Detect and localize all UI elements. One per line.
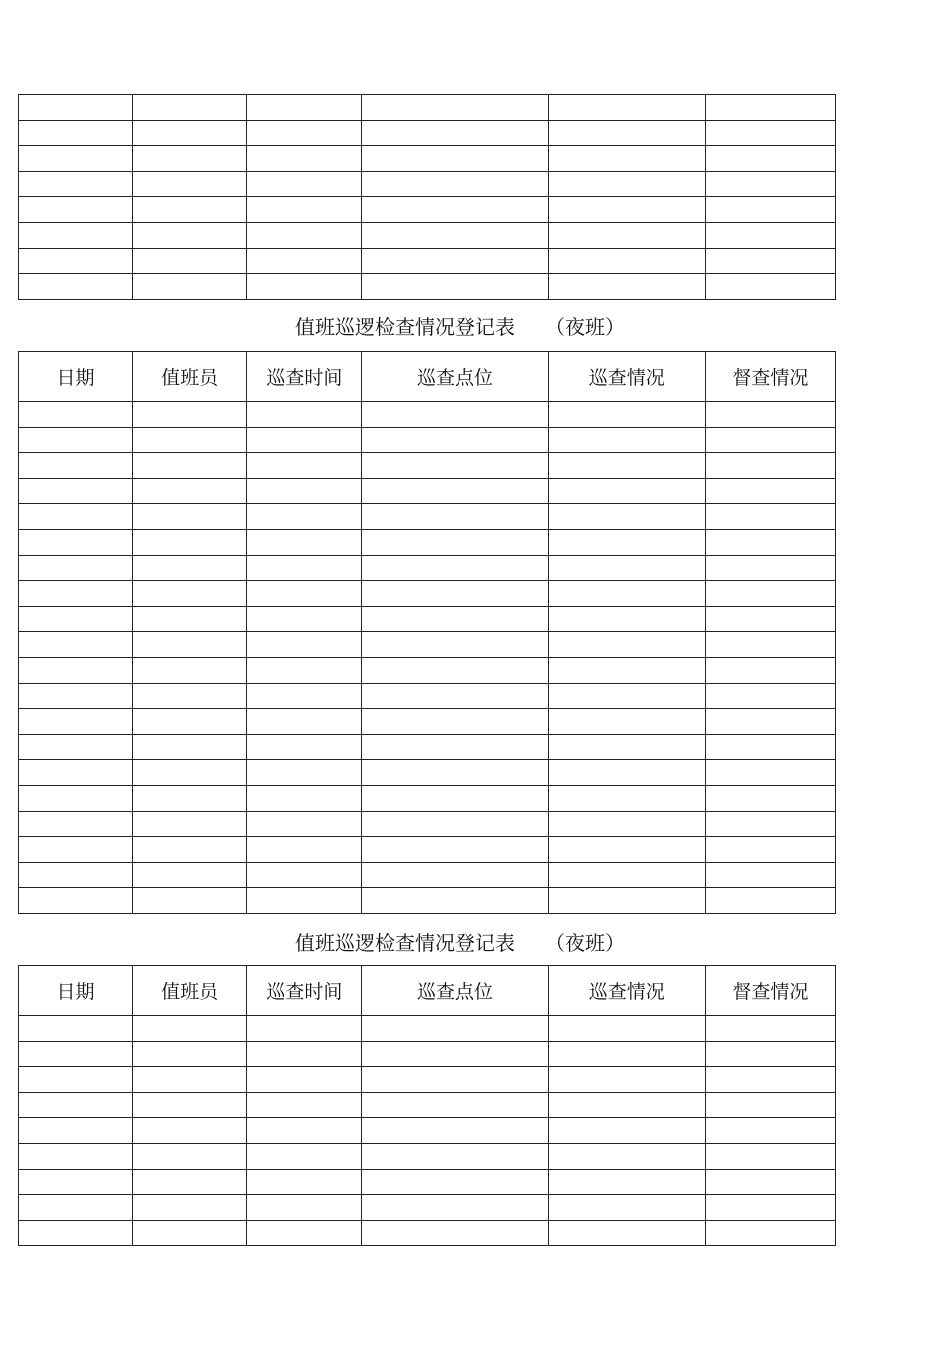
table-cell[interactable]	[705, 1092, 835, 1118]
table-cell[interactable]	[362, 1220, 548, 1246]
table-cell[interactable]	[247, 581, 362, 607]
table-cell[interactable]	[362, 888, 548, 914]
shift-label: （夜班）	[545, 931, 625, 955]
table-cell[interactable]	[247, 95, 362, 121]
table-row	[19, 632, 836, 658]
table-cell[interactable]	[548, 683, 705, 709]
table-cell[interactable]	[705, 1169, 835, 1195]
table-cell[interactable]	[19, 274, 133, 300]
table-cell[interactable]	[19, 709, 133, 735]
form-title-text: 值班巡逻检查情况登记表	[295, 315, 515, 339]
column-header-patrol-time: 巡查时间	[247, 966, 362, 1016]
table-cell[interactable]	[705, 197, 835, 223]
table-row	[19, 222, 836, 248]
table-cell[interactable]	[133, 888, 247, 914]
table-cell[interactable]	[133, 1220, 247, 1246]
table-cell[interactable]	[362, 222, 548, 248]
table-row	[19, 197, 836, 223]
table-cell[interactable]	[247, 1169, 362, 1195]
table-cell[interactable]	[247, 632, 362, 658]
table-cell[interactable]	[548, 504, 705, 530]
table-cell[interactable]	[548, 146, 705, 172]
table-cell[interactable]	[705, 1041, 835, 1067]
table-continuation	[18, 94, 836, 300]
table-cell[interactable]	[705, 632, 835, 658]
table-row	[19, 95, 836, 121]
table-cell[interactable]	[362, 1092, 548, 1118]
table-cell[interactable]	[362, 709, 548, 735]
table-cell[interactable]	[705, 760, 835, 786]
table-cell[interactable]	[705, 1220, 835, 1246]
table-cell[interactable]	[19, 1067, 133, 1093]
table-cell[interactable]	[362, 529, 548, 555]
table-cell[interactable]	[362, 760, 548, 786]
table-row	[19, 709, 836, 735]
table-cell[interactable]	[705, 478, 835, 504]
table-cell[interactable]	[362, 1143, 548, 1169]
column-header-date: 日期	[19, 352, 133, 402]
table-cell[interactable]	[362, 1016, 548, 1042]
table-cell[interactable]	[19, 222, 133, 248]
table-cell[interactable]	[247, 478, 362, 504]
table-cell[interactable]	[705, 274, 835, 300]
table-cell[interactable]	[548, 171, 705, 197]
table-row	[19, 811, 836, 837]
table-cell[interactable]	[548, 120, 705, 146]
table-cell[interactable]	[705, 888, 835, 914]
table-cell[interactable]	[133, 95, 247, 121]
table-cell[interactable]	[548, 402, 705, 428]
table-cell[interactable]	[362, 785, 548, 811]
table-cell[interactable]	[548, 785, 705, 811]
table-cell[interactable]	[705, 504, 835, 530]
table-row	[19, 837, 836, 863]
table-cell[interactable]	[705, 222, 835, 248]
table-cell[interactable]	[133, 606, 247, 632]
table-cell[interactable]	[362, 504, 548, 530]
table-cell[interactable]	[705, 837, 835, 863]
table-cell[interactable]	[548, 1092, 705, 1118]
table-cell[interactable]	[548, 657, 705, 683]
table-row	[19, 402, 836, 428]
table-cell[interactable]	[548, 1143, 705, 1169]
table-cell[interactable]	[133, 120, 247, 146]
table-cell[interactable]	[133, 555, 247, 581]
table-cell[interactable]	[19, 606, 133, 632]
table-cell[interactable]	[247, 555, 362, 581]
table-cell[interactable]	[362, 632, 548, 658]
table-cell[interactable]	[705, 120, 835, 146]
table-cell[interactable]	[247, 222, 362, 248]
table-cell[interactable]	[247, 862, 362, 888]
table-row	[19, 888, 836, 914]
table-cell[interactable]	[548, 1016, 705, 1042]
table-cell[interactable]	[548, 1195, 705, 1221]
table-cell[interactable]	[133, 632, 247, 658]
table-cell[interactable]	[705, 709, 835, 735]
table-row	[19, 606, 836, 632]
table-row	[19, 1195, 836, 1221]
table-cell[interactable]	[19, 1016, 133, 1042]
table-cell[interactable]	[133, 837, 247, 863]
table-header-row	[19, 352, 836, 402]
table-night-shift-1	[18, 351, 836, 914]
table-cell[interactable]	[362, 1041, 548, 1067]
table-row	[19, 248, 836, 274]
table-cell[interactable]	[133, 1016, 247, 1042]
table-cell[interactable]	[705, 427, 835, 453]
table-cell[interactable]	[19, 427, 133, 453]
table-cell[interactable]	[362, 146, 548, 172]
table-cell[interactable]	[133, 1041, 247, 1067]
table-cell[interactable]	[548, 811, 705, 837]
log-table	[18, 94, 836, 300]
form-title-text: 值班巡逻检查情况登记表	[295, 931, 515, 955]
table-row	[19, 785, 836, 811]
table-cell[interactable]	[247, 1016, 362, 1042]
table-cell[interactable]	[133, 146, 247, 172]
table-cell[interactable]	[362, 1195, 548, 1221]
table-cell[interactable]	[247, 248, 362, 274]
table-cell[interactable]	[247, 1143, 362, 1169]
table-cell[interactable]	[247, 197, 362, 223]
table-cell[interactable]	[19, 734, 133, 760]
table-cell[interactable]	[705, 811, 835, 837]
table-cell[interactable]	[133, 785, 247, 811]
table-cell[interactable]	[19, 632, 133, 658]
table-row	[19, 1016, 836, 1042]
table-cell[interactable]	[362, 683, 548, 709]
table-cell[interactable]	[247, 606, 362, 632]
table-row	[19, 1143, 836, 1169]
table-row	[19, 862, 836, 888]
table-cell[interactable]	[247, 1092, 362, 1118]
table-cell[interactable]	[705, 785, 835, 811]
table-cell[interactable]	[705, 581, 835, 607]
table-cell[interactable]	[19, 555, 133, 581]
table-cell[interactable]	[362, 427, 548, 453]
table-row	[19, 1041, 836, 1067]
table-row	[19, 1118, 836, 1144]
table-cell[interactable]	[548, 427, 705, 453]
table-cell[interactable]	[362, 1169, 548, 1195]
table-cell[interactable]	[247, 683, 362, 709]
table-cell[interactable]	[705, 734, 835, 760]
table-cell[interactable]	[247, 888, 362, 914]
log-table	[18, 351, 836, 914]
table-row	[19, 734, 836, 760]
table-row	[19, 529, 836, 555]
table-cell[interactable]	[133, 1067, 247, 1093]
table-cell[interactable]	[19, 581, 133, 607]
table-cell[interactable]	[548, 734, 705, 760]
table-cell[interactable]	[548, 1041, 705, 1067]
table-cell[interactable]	[548, 248, 705, 274]
table-cell[interactable]	[362, 1067, 548, 1093]
table-cell[interactable]	[548, 837, 705, 863]
table-cell[interactable]	[133, 709, 247, 735]
table-night-shift-2	[18, 965, 836, 1246]
column-header-patrol-time: 巡查时间	[247, 352, 362, 402]
table-cell[interactable]	[19, 811, 133, 837]
table-cell[interactable]	[362, 1118, 548, 1144]
table-header-row	[19, 966, 836, 1016]
table-cell[interactable]	[133, 478, 247, 504]
table-row	[19, 1220, 836, 1246]
table-cell[interactable]	[548, 632, 705, 658]
table-cell[interactable]	[19, 1220, 133, 1246]
table-cell[interactable]	[548, 274, 705, 300]
table-row	[19, 120, 836, 146]
table-cell[interactable]	[247, 274, 362, 300]
table-cell[interactable]	[133, 862, 247, 888]
table-cell[interactable]	[19, 1195, 133, 1221]
table-cell[interactable]	[548, 453, 705, 479]
table-cell[interactable]	[548, 1220, 705, 1246]
table-cell[interactable]	[19, 1041, 133, 1067]
table-cell[interactable]	[362, 197, 548, 223]
column-header-patrol-point: 巡查点位	[362, 352, 548, 402]
table-row	[19, 657, 836, 683]
table-cell[interactable]	[705, 95, 835, 121]
table-cell[interactable]	[247, 529, 362, 555]
table-cell[interactable]	[548, 95, 705, 121]
table-cell[interactable]	[133, 248, 247, 274]
table-cell[interactable]	[362, 734, 548, 760]
column-header-patrol-status: 巡查情况	[548, 966, 705, 1016]
column-header-patrol-point: 巡查点位	[362, 966, 548, 1016]
table-cell[interactable]	[705, 1067, 835, 1093]
table-cell[interactable]	[19, 1143, 133, 1169]
table-cell[interactable]	[133, 1143, 247, 1169]
table-cell[interactable]	[247, 657, 362, 683]
column-header-supervision: 督查情况	[705, 352, 835, 402]
table-cell[interactable]	[19, 248, 133, 274]
table-row	[19, 683, 836, 709]
table-row	[19, 504, 836, 530]
table-cell[interactable]	[247, 120, 362, 146]
table-cell[interactable]	[548, 709, 705, 735]
table-cell[interactable]	[247, 734, 362, 760]
table-cell[interactable]	[362, 95, 548, 121]
table-cell[interactable]	[247, 146, 362, 172]
table-cell[interactable]	[247, 837, 362, 863]
table-cell[interactable]	[133, 171, 247, 197]
table-cell[interactable]	[133, 581, 247, 607]
table-cell[interactable]	[19, 785, 133, 811]
table-cell[interactable]	[362, 274, 548, 300]
table-cell[interactable]	[19, 197, 133, 223]
table-cell[interactable]	[133, 1169, 247, 1195]
column-header-duty-officer: 值班员	[133, 352, 247, 402]
table-cell[interactable]	[548, 478, 705, 504]
column-header-patrol-status: 巡查情况	[548, 352, 705, 402]
table-cell[interactable]	[133, 274, 247, 300]
table-cell[interactable]	[362, 555, 548, 581]
form-title	[295, 927, 625, 956]
table-cell[interactable]	[705, 657, 835, 683]
table-row	[19, 453, 836, 479]
table-cell[interactable]	[362, 811, 548, 837]
table-cell[interactable]	[548, 760, 705, 786]
table-cell[interactable]	[19, 120, 133, 146]
log-table	[18, 965, 836, 1246]
table-cell[interactable]	[133, 1092, 247, 1118]
table-cell[interactable]	[705, 1118, 835, 1144]
table-cell[interactable]	[362, 581, 548, 607]
table-cell[interactable]	[19, 402, 133, 428]
table-cell[interactable]	[548, 1118, 705, 1144]
table-cell[interactable]	[247, 709, 362, 735]
table-cell[interactable]	[19, 478, 133, 504]
table-cell[interactable]	[133, 657, 247, 683]
table-cell[interactable]	[705, 606, 835, 632]
table-cell[interactable]	[133, 453, 247, 479]
table-cell[interactable]	[19, 529, 133, 555]
table-cell[interactable]	[548, 222, 705, 248]
table-cell[interactable]	[19, 657, 133, 683]
table-row	[19, 478, 836, 504]
table-cell[interactable]	[133, 760, 247, 786]
column-header-supervision: 督查情况	[705, 966, 835, 1016]
table-cell[interactable]	[133, 1118, 247, 1144]
table-cell[interactable]	[362, 606, 548, 632]
table-cell[interactable]	[705, 1016, 835, 1042]
table-cell[interactable]	[705, 146, 835, 172]
table-cell[interactable]	[247, 171, 362, 197]
table-row	[19, 146, 836, 172]
table-cell[interactable]	[247, 785, 362, 811]
table-row	[19, 555, 836, 581]
table-cell[interactable]	[19, 862, 133, 888]
table-cell[interactable]	[705, 453, 835, 479]
table-row	[19, 274, 836, 300]
table-cell[interactable]	[133, 427, 247, 453]
table-cell[interactable]	[133, 529, 247, 555]
table-cell[interactable]	[247, 453, 362, 479]
table-cell[interactable]	[548, 862, 705, 888]
table-row	[19, 1169, 836, 1195]
table-cell[interactable]	[705, 248, 835, 274]
table-cell[interactable]	[362, 453, 548, 479]
table-cell[interactable]	[19, 146, 133, 172]
table-cell[interactable]	[133, 222, 247, 248]
table-cell[interactable]	[247, 427, 362, 453]
table-row	[19, 760, 836, 786]
table-cell[interactable]	[548, 555, 705, 581]
table-cell[interactable]	[362, 657, 548, 683]
table-cell[interactable]	[705, 402, 835, 428]
table-cell[interactable]	[705, 862, 835, 888]
shift-label: （夜班）	[545, 315, 625, 339]
table-cell[interactable]	[548, 197, 705, 223]
table-cell[interactable]	[19, 95, 133, 121]
table-cell[interactable]	[19, 1118, 133, 1144]
table-cell[interactable]	[362, 171, 548, 197]
table-cell[interactable]	[133, 1195, 247, 1221]
table-cell[interactable]	[19, 453, 133, 479]
table-cell[interactable]	[548, 1169, 705, 1195]
table-cell[interactable]	[247, 811, 362, 837]
table-cell[interactable]	[133, 504, 247, 530]
table-row	[19, 171, 836, 197]
table-cell[interactable]	[247, 504, 362, 530]
table-cell[interactable]	[362, 478, 548, 504]
table-row	[19, 427, 836, 453]
table-cell[interactable]	[548, 529, 705, 555]
table-cell[interactable]	[247, 1220, 362, 1246]
table-cell[interactable]	[247, 760, 362, 786]
table-cell[interactable]	[705, 683, 835, 709]
table-cell[interactable]	[19, 504, 133, 530]
table-cell[interactable]	[705, 171, 835, 197]
table-cell[interactable]	[19, 837, 133, 863]
table-cell[interactable]	[133, 734, 247, 760]
column-header-date: 日期	[19, 966, 133, 1016]
column-header-duty-officer: 值班员	[133, 966, 247, 1016]
table-cell[interactable]	[705, 1195, 835, 1221]
table-cell[interactable]	[133, 683, 247, 709]
table-cell[interactable]	[362, 248, 548, 274]
table-cell[interactable]	[133, 197, 247, 223]
table-cell[interactable]	[548, 888, 705, 914]
table-cell[interactable]	[247, 1067, 362, 1093]
table-cell[interactable]	[19, 171, 133, 197]
table-row	[19, 581, 836, 607]
table-cell[interactable]	[247, 1041, 362, 1067]
table-cell[interactable]	[19, 1169, 133, 1195]
table-cell[interactable]	[19, 888, 133, 914]
table-cell[interactable]	[362, 120, 548, 146]
table-cell[interactable]	[548, 581, 705, 607]
table-cell[interactable]	[362, 402, 548, 428]
table-cell[interactable]	[362, 862, 548, 888]
table-cell[interactable]	[133, 402, 247, 428]
table-cell[interactable]	[548, 1067, 705, 1093]
table-cell[interactable]	[362, 837, 548, 863]
table-row	[19, 1092, 836, 1118]
table-cell[interactable]	[19, 1092, 133, 1118]
table-cell[interactable]	[705, 529, 835, 555]
table-cell[interactable]	[247, 1195, 362, 1221]
table-cell[interactable]	[548, 606, 705, 632]
form-title	[295, 311, 625, 340]
table-cell[interactable]	[705, 555, 835, 581]
table-cell[interactable]	[247, 1118, 362, 1144]
table-cell[interactable]	[705, 1143, 835, 1169]
table-cell[interactable]	[133, 811, 247, 837]
table-cell[interactable]	[19, 683, 133, 709]
table-cell[interactable]	[247, 402, 362, 428]
table-row	[19, 1067, 836, 1093]
table-cell[interactable]	[19, 760, 133, 786]
